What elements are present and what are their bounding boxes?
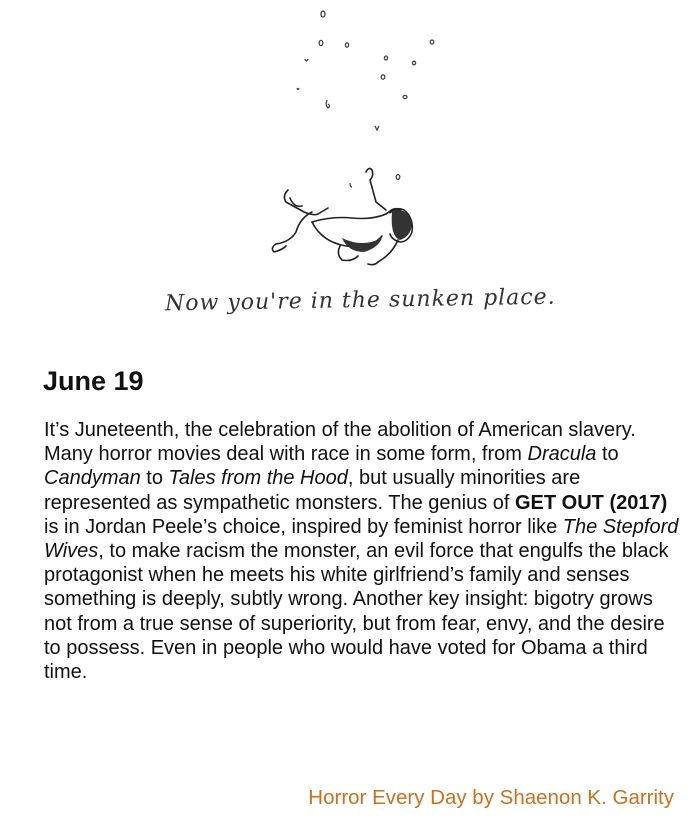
entry-date: June 19 — [43, 366, 144, 396]
text-run: , but usually minorities are represented as sympathetic monsters. The genius of — [44, 467, 581, 514]
falling-figure — [272, 168, 412, 264]
title-italic: Candyman — [44, 467, 141, 490]
illustration-caption: Now you're in the sunken place. — [164, 284, 556, 317]
text-run: to — [140, 467, 169, 490]
title-italic: Dracula — [527, 443, 597, 466]
text-run: , to make racism the monster, an evil force that engulfs the black protagonist when he meets his white girlfriend’s family and senses something is deeply, subtly wrong. Another key insight: bigotry grows not from a true sense of superiority, but from fear, envy, and the desire to possess. Even in people who would have voted for Obama a third time. — [44, 540, 669, 684]
text-run: is in Jordan Peele’s choice, inspired by feminist horror like — [44, 515, 563, 538]
title-bold: GET OUT (2017) — [515, 491, 668, 514]
credit-line: Horror Every Day by Shaenon K. Garrity — [308, 786, 674, 809]
text-run: It’s Juneteenth, the celebration of the abolition of American slavery. Many horror movies deal with race in some form, from — [44, 419, 636, 466]
title-italic: The Stepford Wives — [44, 515, 679, 563]
falling-bubbles — [297, 11, 434, 187]
entry-body — [44, 418, 684, 684]
title-italic: Tales from the Hood — [168, 467, 348, 490]
text-run: to — [596, 443, 619, 466]
